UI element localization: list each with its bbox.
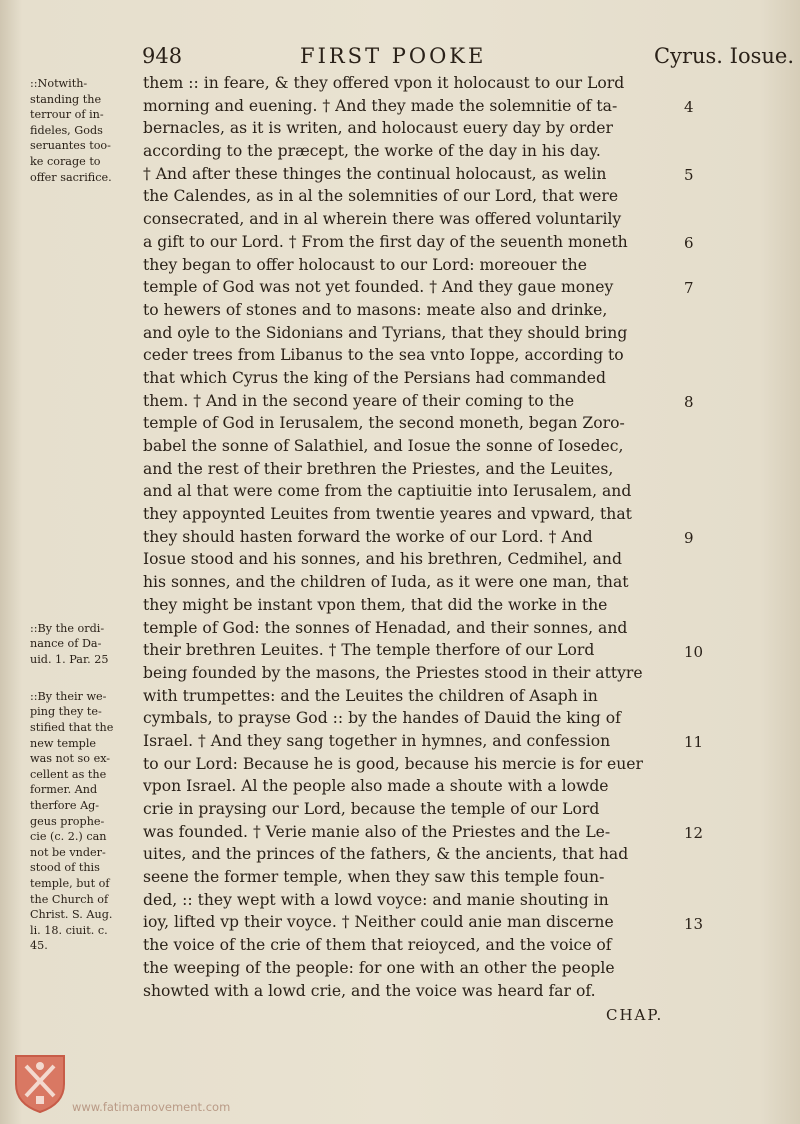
margin-note-line: the Church of [30,892,109,906]
text-line: consecrated, and in al wherein there was offered voluntarily [143,210,622,229]
text-line: the Calendes, as in al the solemnities of our Lord, that were [143,187,619,206]
verse-number: 13 [684,914,704,933]
text-line: ded, :: they wept with a lowd voyce: and manie shouting in [143,890,609,909]
margin-note-line: ::Notwith- [30,77,88,90]
verse-number: 11 [684,733,704,752]
verse-number: 7 [684,279,694,298]
text-line: a gift to our Lord. † From the first day of the seuenth moneth [143,232,628,251]
verse-number: 6 [684,233,694,252]
margin-note-line: ke corage to [30,154,101,168]
text-line: they appoynted Leuites from twentie yeares and vpward, that [143,505,632,524]
text-line: temple of God was not yet founded. † And they gaue money [143,278,614,297]
text-line: to our Lord: Because he is good, because his mercie is for euer [143,754,643,773]
margin-note [30,76,142,185]
text-line: his sonnes, and the children of Iuda, as it were one man, that [143,573,629,592]
text-line: crie in praysing our Lord, because the temple of our Lord [143,800,600,818]
text-line: to hewers of stones and to masons: meate also and drinke, [143,300,608,319]
text-line: and al that were come from the captiuitie into Ierusalem, and [143,482,632,501]
text-line: their brethren Leuites. † The temple therfore of our Lord [143,641,595,660]
text-line: temple of God in Ierusalem, the second moneth, began Zoro- [143,414,625,433]
text-line: they began to offer holocaust to our Lord: moreouer the [143,255,587,274]
text-line: vpon Israel. Al the people also made a shoute with a lowde [143,777,609,796]
margin-note-line: cellent as the [30,767,107,781]
page-header [0,44,800,74]
text-line: the weeping of the people: for one with an other the people [143,958,615,977]
margin-note-line: fideles, Gods [30,123,103,137]
margin-note-line: ::By their we- [30,689,107,703]
running-head: Cyrus. Iosue. [654,44,794,68]
text-line: being founded by the masons, the Priestes stood in their attyre [143,663,643,682]
book-title: FIRST POOKE [300,44,487,68]
margin-note-line: Christ. S. Aug. [30,908,113,922]
text-line: them. † And in the second yeare of their coming to the [143,391,575,410]
margin-note-line: ::By the ordi- [30,621,105,635]
text-line: temple of God: the sonnes of Henadad, and their sonnes, and [143,618,628,637]
margin-note-line: former. And [30,783,98,797]
margin-note-line: therfore Ag- [30,799,100,813]
text-line: Israel. † And they sang together in hymnes, and confession [143,731,611,750]
margin-note-line: new temple [30,736,97,750]
margin-note-line: ping they te- [30,705,102,719]
text-line: cymbals, to prayse God :: by the handes of Dauid the king of [143,709,621,728]
text-line: and oyle to the Sidonians and Tyrians, that they should bring [143,323,628,342]
margin-note-line: not be vnder- [30,845,106,859]
margin-note-line: uid. 1. Par. 25 [30,652,109,666]
page-number: 948 [142,44,183,68]
text-line: they should hasten forward the worke of our Lord. † And [143,527,593,546]
text-line: the voice of the crie of them that reioyced, and the voice of [143,936,612,955]
margin-note-line: nance of Da- [30,637,102,651]
margin-note-line: li. 18. ciuit. c. [30,923,108,937]
coat-of-arms-icon [12,1052,68,1114]
verse-number: 4 [684,97,694,116]
margin-note-line: cie (c. 2.) can [30,830,107,844]
verse-number: 10 [684,642,704,661]
text-line: with trumpettes: and the Leuites the children of Asaph in [143,686,598,705]
verse-number: 9 [684,529,694,547]
text-line: ceder trees from Libanus to the sea vnto Ioppe, according to [143,346,624,365]
margin-note-line: was not so ex- [30,752,111,766]
text-line: bernacles, as it is writen, and holocaust euery day by order [143,119,613,138]
text-line: that which Cyrus the king of the Persians had commanded [143,368,606,387]
verse-number: 12 [684,824,704,843]
verse-number: 8 [684,392,694,411]
margin-note-line: stified that the [30,721,114,735]
margin-note [30,689,142,954]
text-line: according to the præcept, the worke of the day in his day. [143,142,601,161]
text-line: was founded. † Verie manie also of the Priestes and the Le- [143,822,611,841]
margin-note-line: standing the [30,92,102,106]
text-line: seene the former temple, when they saw this temple foun- [143,868,605,887]
text-line: † And after these thinges the continual holocaust, as welin [143,164,607,183]
text-line: uites, and the princes of the fathers, & the ancients, that had [143,845,629,864]
margin-note-line: offer sacrifice. [30,170,112,184]
text-line: they might be instant vpon them, that did the worke in the [143,595,608,614]
catchword: CHAP. [606,1006,664,1024]
text-line: morning and euening. † And they made the solemnitie of ta- [143,96,618,115]
body-text [143,72,683,1002]
margin-note [30,621,142,668]
margin-note-line: 45. [30,939,48,953]
text-line: Iosue stood and his sonnes, and his brethren, Cedmihel, and [143,550,622,569]
margin-note-line: terrour of in- [30,108,104,122]
text-line: ioy, lifted vp their voyce. † Neither could anie man discerne [143,913,614,932]
website-url: www.fatimamovement.com [72,1100,231,1114]
text-line: showted with a lowd crie, and the voice was heard far of. [143,981,596,1000]
text-line: them :: in feare, & they offered vpon it holocaust to our Lord [143,74,625,92]
margin-note-line: geus prophe- [30,814,105,828]
verse-number: 5 [684,165,694,184]
margin-note-line: seruantes too- [30,139,111,153]
margin-note-line: temple, but of [30,877,110,891]
margin-note-line: stood of this [30,861,100,875]
text-line: babel the sonne of Salathiel, and Iosue the sonne of Iosedec, [143,437,624,455]
text-line: and the rest of their brethren the Priestes, and the Leuites, [143,459,614,478]
